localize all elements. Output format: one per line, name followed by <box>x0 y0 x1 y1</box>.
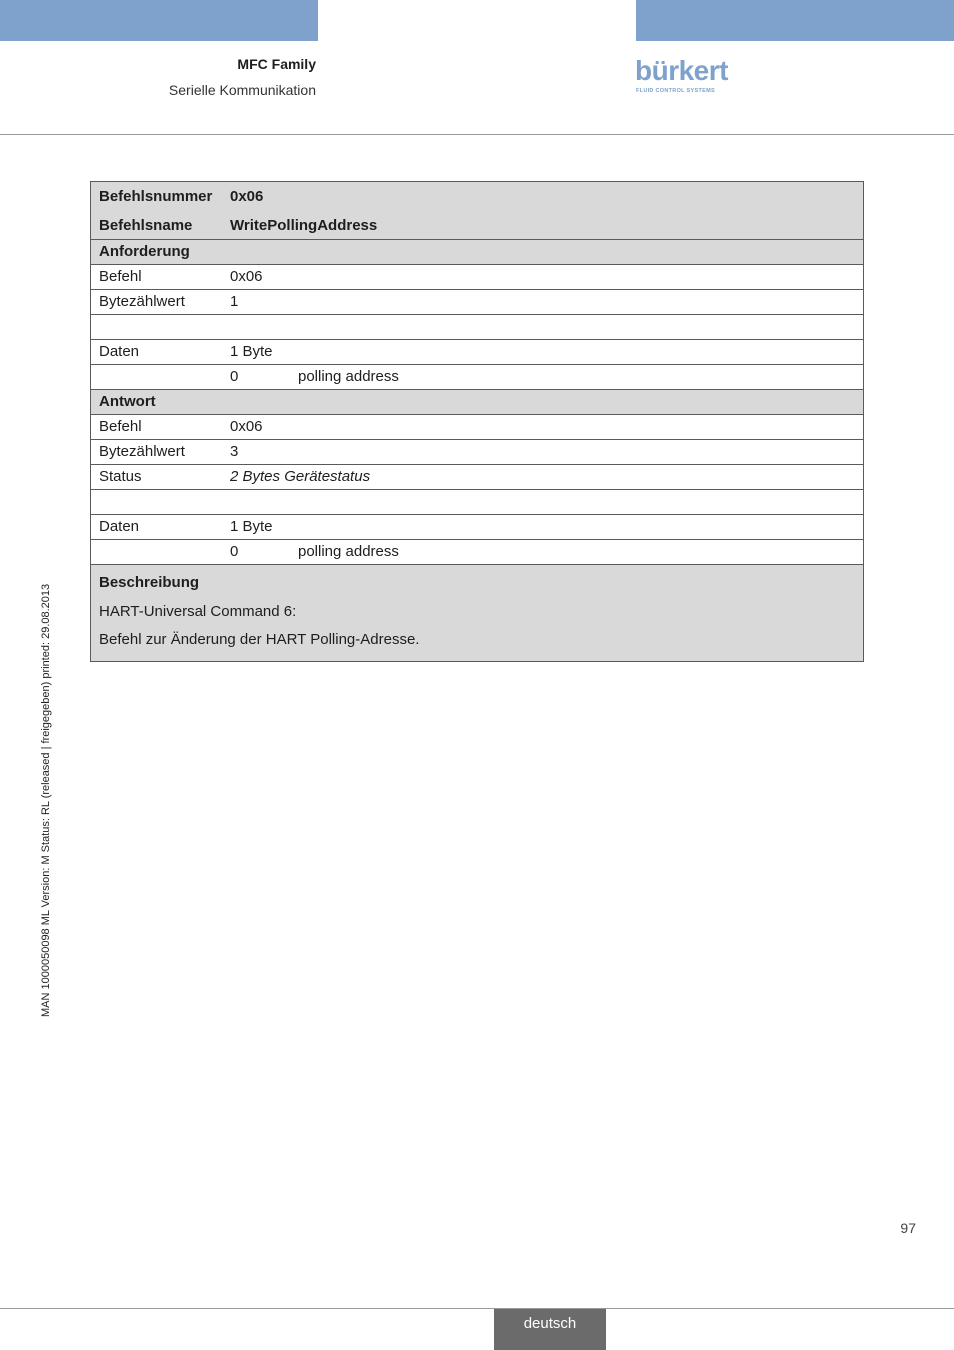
table-row <box>91 364 863 389</box>
request-data-byte-desc: polling address <box>298 368 399 385</box>
header-divider <box>0 134 954 135</box>
request-bytecount-label: Bytezählwert <box>99 293 185 310</box>
response-bytecount-value: 3 <box>230 443 239 460</box>
request-data-value: 1 Byte <box>230 343 273 360</box>
header-accent-bar-left <box>0 0 318 41</box>
response-section-label: Antwort <box>99 393 156 410</box>
command-number-label: Befehlsnummer <box>99 188 213 205</box>
command-number-value: 0x06 <box>230 188 264 205</box>
description-line-1: HART-Universal Command 6: <box>99 602 297 620</box>
response-bytecount-label: Bytezählwert <box>99 443 185 460</box>
table-row <box>91 539 863 564</box>
command-table <box>90 181 864 662</box>
response-data-label: Daten <box>99 518 140 535</box>
language-tab: deutsch <box>494 1309 606 1350</box>
header-accent-bar-right <box>636 0 954 41</box>
response-data-value: 1 Byte <box>230 518 273 535</box>
description-section-label: Beschreibung <box>99 574 200 591</box>
document-subtitle: Serielle Kommunikation <box>168 82 316 98</box>
request-bytecount-value: 1 <box>230 293 239 310</box>
footer-divider <box>0 1308 954 1309</box>
burkert-logo <box>635 55 735 97</box>
table-row-command-number <box>91 182 863 211</box>
section-header-request <box>91 239 863 264</box>
table-row <box>91 289 863 314</box>
table-row <box>91 464 863 489</box>
command-name-value: WritePollingAddress <box>230 217 378 234</box>
response-command-label: Befehl <box>99 418 142 435</box>
request-data-byte-index: 0 <box>230 368 239 385</box>
request-section-label: Anforderung <box>99 243 190 260</box>
table-row <box>91 339 863 364</box>
request-data-label: Daten <box>99 343 140 360</box>
table-row <box>91 439 863 464</box>
response-command-value: 0x06 <box>230 418 263 435</box>
document-meta-note: MAN 1000050098 ML Version: M Status: RL (released | freigegeben) printed: 29.08.2013 <box>40 583 52 1017</box>
response-data-byte-desc: polling address <box>298 543 399 560</box>
page-number: 97 <box>900 1220 916 1236</box>
section-header-response <box>91 389 863 414</box>
description-block <box>91 564 863 661</box>
response-status-label: Status <box>99 468 142 485</box>
response-data-byte-index: 0 <box>230 543 239 560</box>
document-title: MFC Family <box>237 56 316 72</box>
command-name-label: Befehlsname <box>99 217 193 234</box>
table-row <box>91 264 863 289</box>
table-row <box>91 414 863 439</box>
response-status-value: 2 Bytes Gerätestatus <box>230 468 371 485</box>
request-command-label: Befehl <box>99 268 142 285</box>
table-row-empty <box>91 314 863 339</box>
table-row-empty <box>91 489 863 514</box>
logo-tagline: FLUID CONTROL SYSTEMS <box>636 88 715 94</box>
description-line-2: Befehl zur Änderung der HART Polling-Adresse. <box>99 631 420 648</box>
logo-wordmark: bürkert <box>635 55 728 86</box>
table-row-command-name <box>91 211 863 239</box>
request-command-value: 0x06 <box>230 268 263 285</box>
table-row <box>91 514 863 539</box>
